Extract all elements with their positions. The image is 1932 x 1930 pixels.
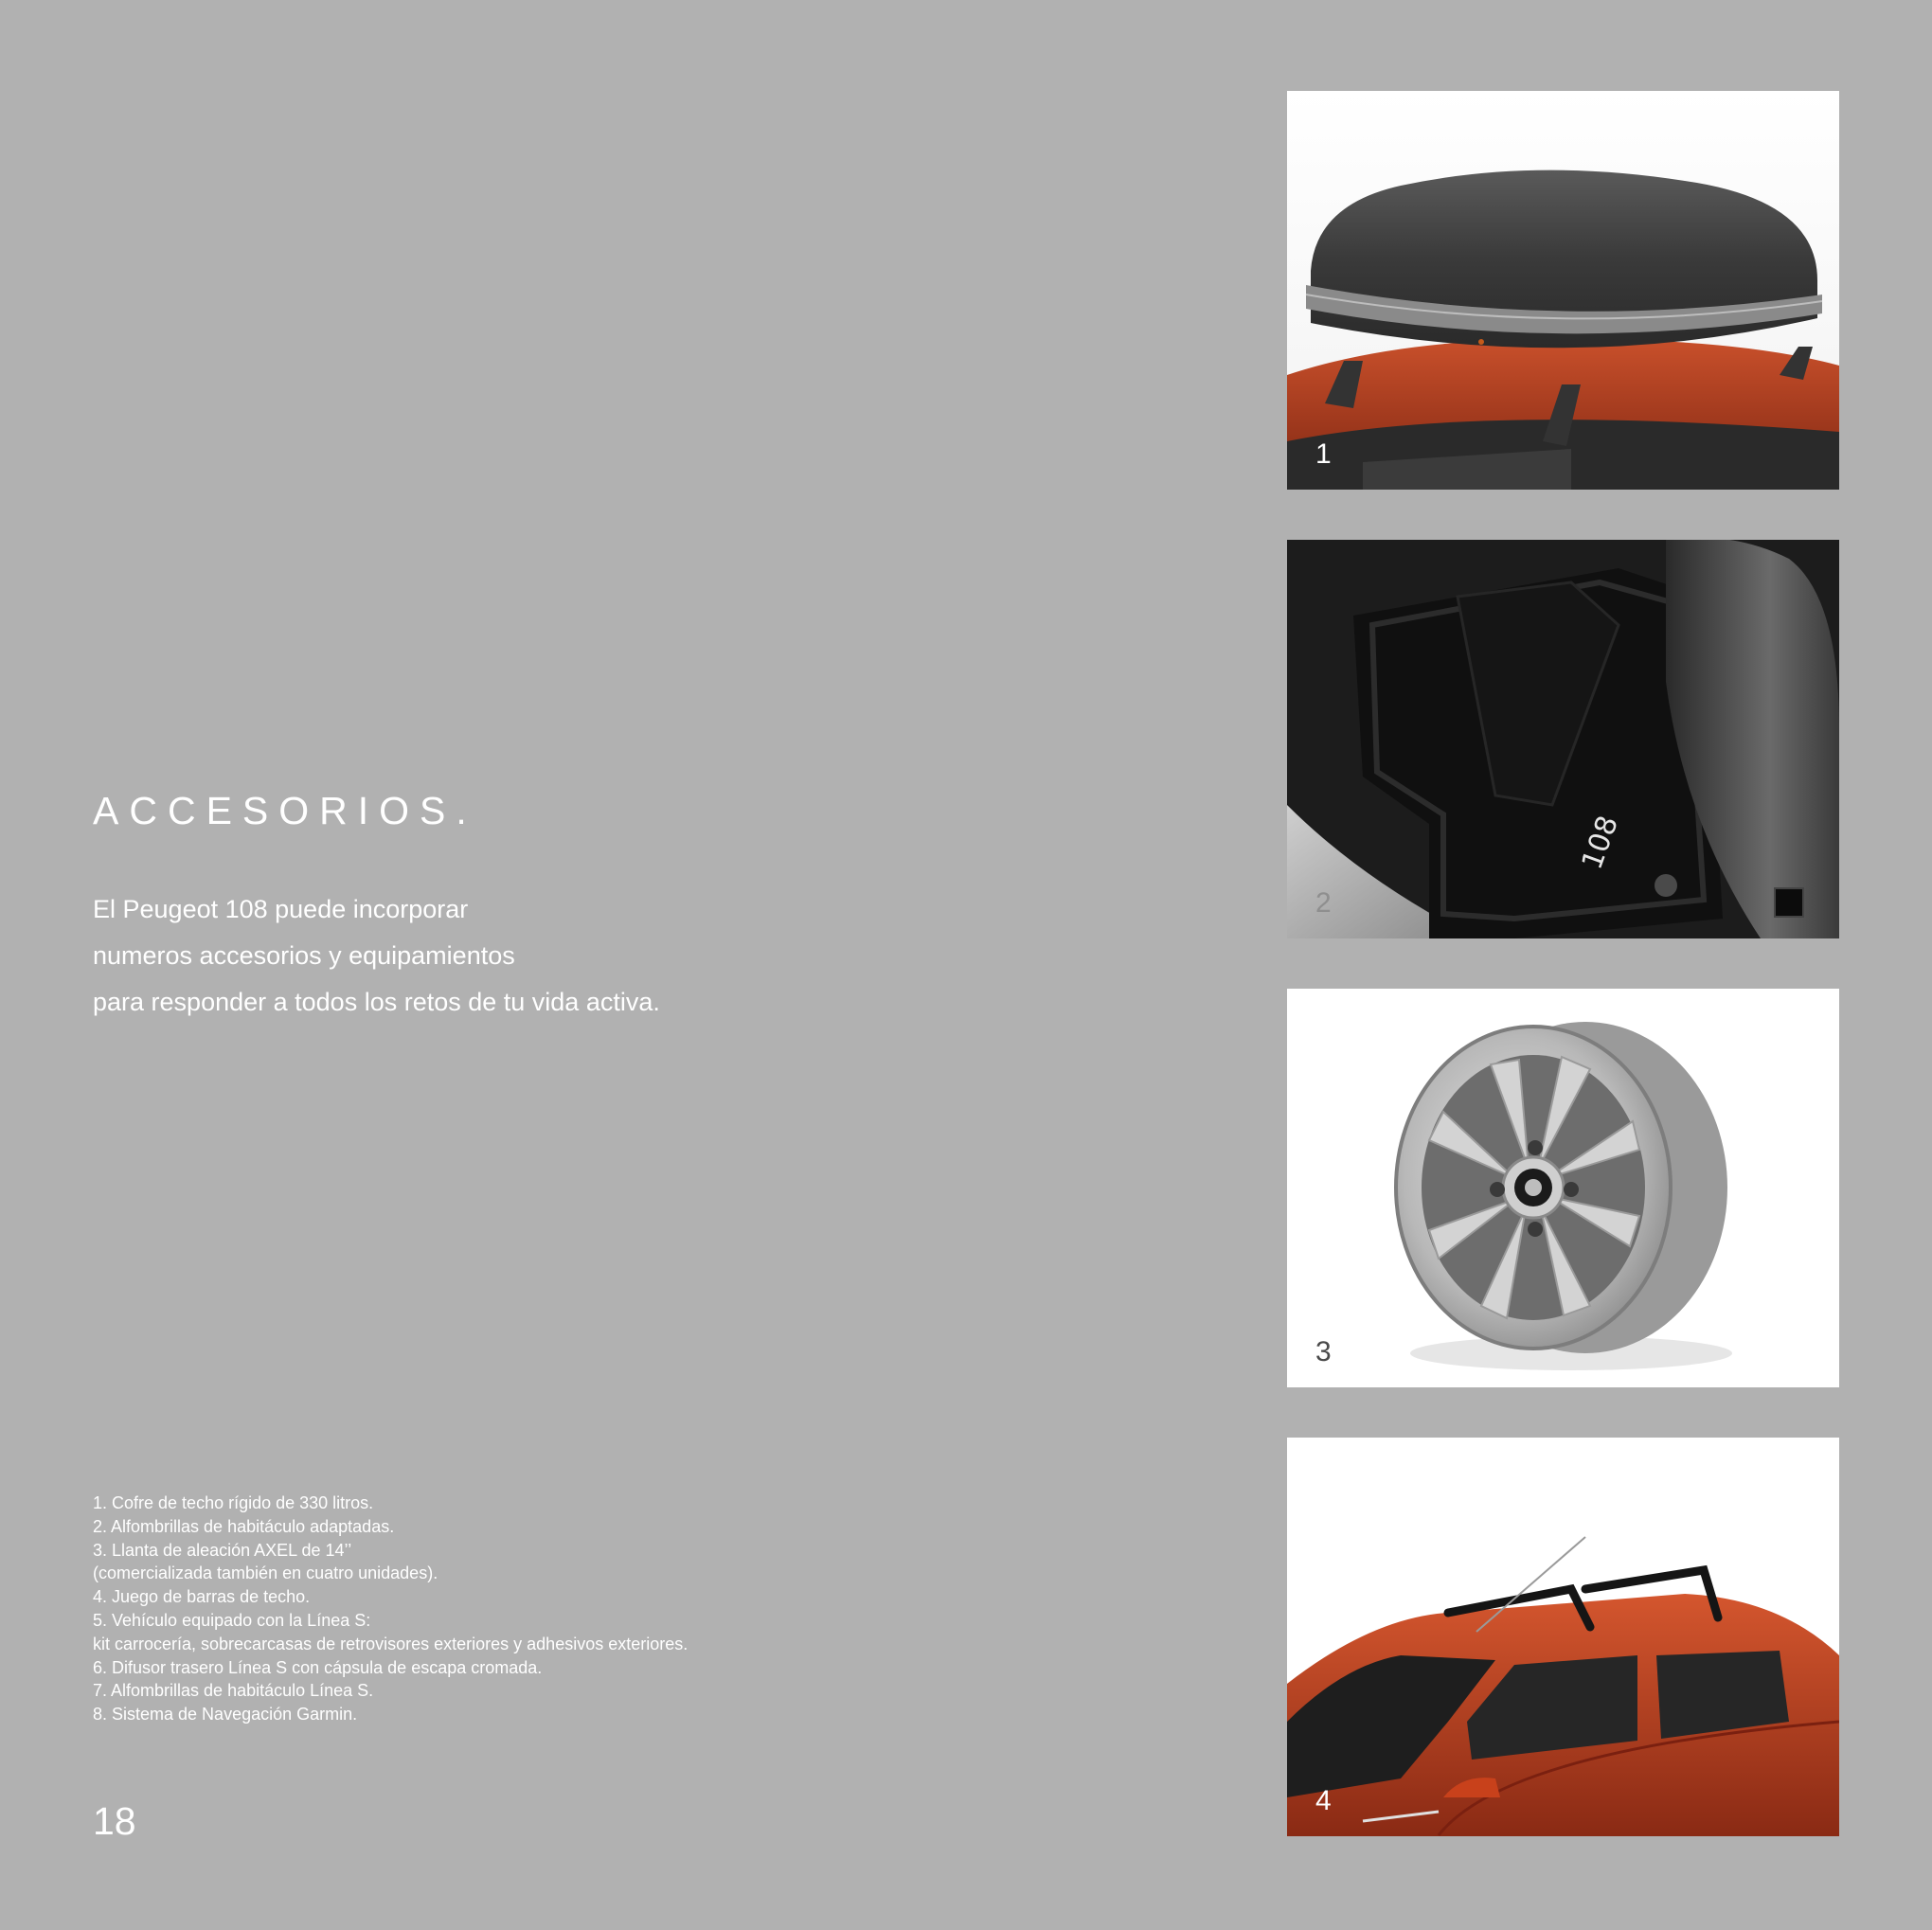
mat-logo: 108 [1575, 811, 1626, 874]
legend-line: (comercializada también en cuatro unidades). [93, 1564, 438, 1583]
legend-line: 2. Alfombrillas de habitáculo adaptadas. [93, 1516, 395, 1536]
alloy-wheel-photo-icon [1287, 989, 1839, 1387]
photo-number: 3 [1315, 1336, 1332, 1367]
accessory-legend [93, 1492, 869, 1726]
photo-alloy-wheel [1287, 989, 1839, 1387]
page-number: 18 [93, 1799, 136, 1843]
floor-mat-photo-icon [1287, 540, 1839, 938]
section-title: ACCESORIOS. [93, 789, 477, 832]
photo-number: 4 [1315, 1785, 1332, 1816]
intro-line: numeros accesorios y equipamientos [93, 941, 515, 970]
legend-line: 7. Alfombrillas de habitáculo Línea S. [93, 1681, 374, 1701]
intro-line: El Peugeot 108 puede incorporar [93, 895, 469, 923]
legend-line: 6. Difusor trasero Línea S con cápsula de escapa cromada. [93, 1657, 543, 1677]
photo-number: 2 [1315, 887, 1332, 919]
roof-bars-photo-icon [1287, 1438, 1839, 1836]
intro-text [93, 886, 850, 1026]
photo-number: 1 [1315, 438, 1332, 470]
legend-line: 5. Vehículo equipado con la Línea S: [93, 1610, 371, 1630]
roof-box-photo-icon [1287, 91, 1839, 490]
photo-roof-bars [1287, 1438, 1839, 1836]
legend-line: 1. Cofre de techo rígido de 330 litros. [93, 1493, 374, 1512]
photo-floor-mat [1287, 540, 1839, 938]
intro-line: para responder a todos los retos de tu vida activa. [93, 988, 660, 1016]
legend-line: 3. Llanta de aleación AXEL de 14’’ [93, 1540, 352, 1560]
photo-roof-box [1287, 91, 1839, 490]
legend-line: 8. Sistema de Navegación Garmin. [93, 1705, 358, 1724]
legend-line: kit carrocería, sobrecarcasas de retrovisores exteriores y adhesivos exteriores. [93, 1634, 689, 1653]
legend-line: 4. Juego de barras de techo. [93, 1587, 311, 1607]
